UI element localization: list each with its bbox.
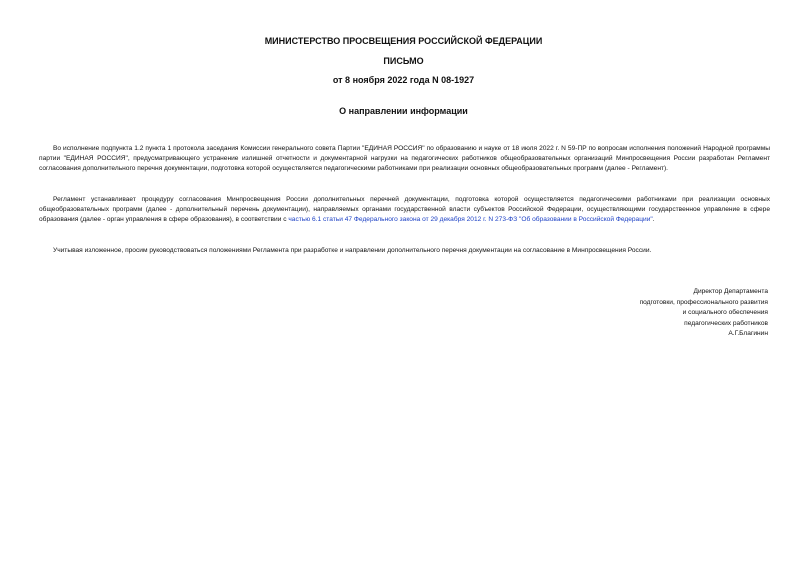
body-paragraph-3: Учитывая изложенное, просим руководствоваться положениями Регламента при разработке и направлении дополнительного перечня документации на согласование в Минпросвещения России.: [53, 247, 652, 254]
ministry-title: МИНИСТЕРСТВО ПРОСВЕЩЕНИЯ РОССИЙСКОЙ ФЕДЕРАЦИИ: [264, 36, 543, 46]
signature-block: [560, 287, 768, 340]
paragraph-2-text-start: Регламент устанавливает процедуру согласования Минпросвещения России дополнительных перечней документации, подготовка которой осуществляется педагогическими работниками при реализации основных общеобразовательных программ (далее - дополнительный перечень документации), направляемых органами государственной власти субъектов Российской Федерации, осуществляющими государственное управление в сфере образования (далее - орган управления в сфере образования), в соответствии с: [39, 196, 770, 224]
signatory-position-line-4: педагогических работников: [684, 319, 768, 327]
body-paragraph-2: [39, 195, 770, 226]
document-subject: О направлении информации: [339, 106, 468, 116]
signatory-position-line-3: и социального обеспечения: [682, 309, 768, 317]
signatory-position-line-1: Директор Департамента: [693, 288, 768, 295]
document-date-number: от 8 ноября 2022 года N 08-1927: [332, 75, 475, 85]
signatory-position-line-2: подготовки, профессионального развития: [639, 298, 768, 306]
paragraph-2-text-end: .: [652, 216, 655, 224]
document-type: ПИСЬМО: [383, 56, 424, 66]
federal-law-link[interactable]: частью 6.1 статьи 47 Федерального закона от 29 декабря 2012 г. N 273-ФЗ "Об образовании в Российской Федерации": [288, 216, 653, 224]
body-paragraph-1: Во исполнение подпункта 1.2 пункта 1 протокола заседания Комиссии генерального совета Партии "ЕДИНАЯ РОССИЯ" по образованию и науке от 18 июля 2022 г. N 59-ПР по вопросам исполнения положений Народной программы партии "ЕДИНАЯ РОССИЯ", предусматривающего устранение излишней отчетности и документарной нагрузки на педагогических работников общеобразовательных организаций Минпросвещения России разработан Регламент согласования дополнительного перечня документации, подготовка которой осуществляется педагогическими работниками при реализации основных общеобразовательных программ (далее - Регламент).: [39, 145, 770, 173]
signatory-name: А.Г.Благинин: [728, 330, 768, 338]
